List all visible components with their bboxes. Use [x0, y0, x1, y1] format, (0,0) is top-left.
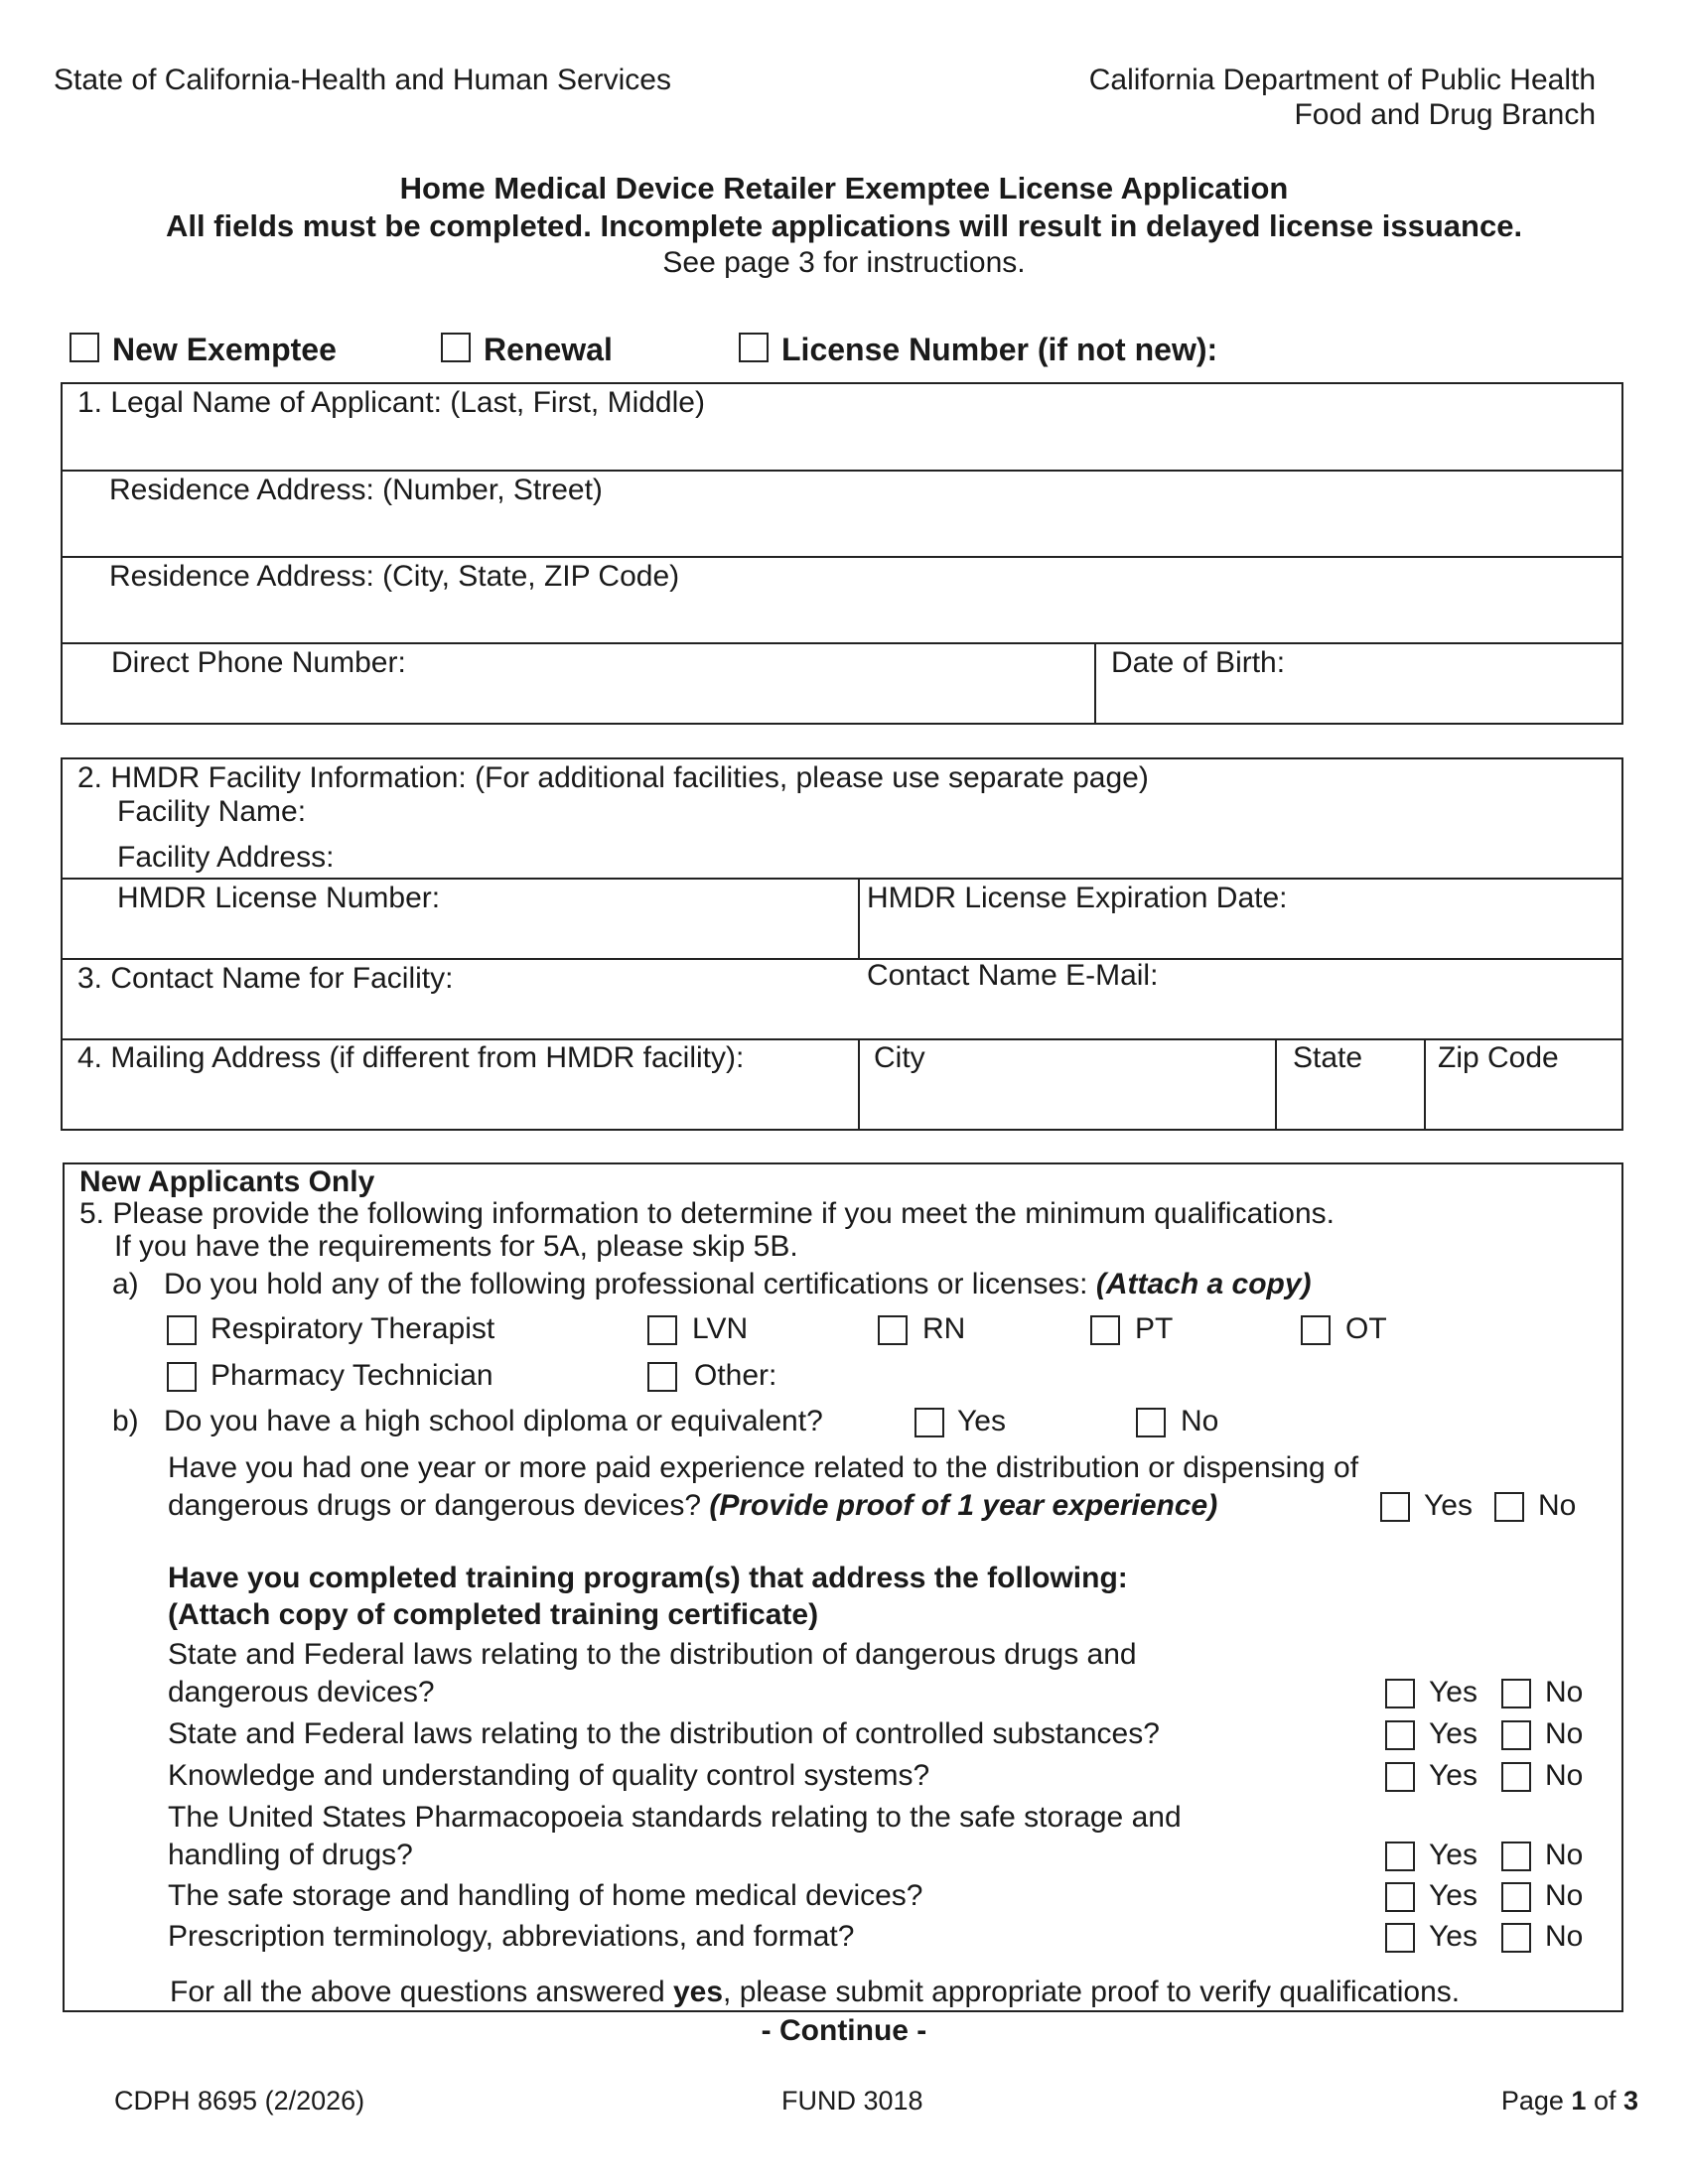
legal-name-label: 1. Legal Name of Applicant: (Last, First, Middle) [77, 386, 705, 419]
continue-marker: - Continue - [761, 2014, 927, 2047]
training-q2: State and Federal laws relating to the distribution of controlled substances? [168, 1717, 1160, 1750]
training-q6-yes-label: Yes [1429, 1920, 1477, 1953]
divider [61, 958, 1623, 960]
training-q4-no-label: No [1545, 1839, 1584, 1871]
experience-no-checkbox[interactable] [1494, 1492, 1524, 1522]
page-mid: of [1586, 2086, 1623, 2116]
item-b-marker: b) [112, 1405, 139, 1437]
mailing-address-label: 4. Mailing Address (if different from HMDR facility): [77, 1041, 745, 1074]
pharmacy-technician-label: Pharmacy Technician [211, 1359, 493, 1392]
zip-label: Zip Code [1438, 1041, 1559, 1074]
training-q2-yes-label: Yes [1429, 1717, 1477, 1750]
license-number-checkbox[interactable] [739, 333, 769, 362]
item-a-marker: a) [112, 1268, 139, 1300]
form-instructions-note: See page 3 for instructions. [662, 246, 1026, 279]
training-q2-no-checkbox[interactable] [1501, 1720, 1531, 1750]
divider [858, 878, 860, 958]
experience-no-label: No [1538, 1489, 1577, 1522]
new-exemptee-checkbox[interactable] [70, 333, 99, 362]
experience-question-line2 [168, 1489, 1217, 1524]
divider [61, 1038, 1623, 1040]
training-q3-yes-label: Yes [1429, 1759, 1477, 1792]
rn-label: RN [922, 1312, 966, 1345]
hmdr-expiration-label: HMDR License Expiration Date: [867, 882, 1288, 914]
ot-checkbox[interactable] [1301, 1315, 1331, 1345]
training-q5-yes-label: Yes [1429, 1879, 1477, 1912]
divider [1424, 1038, 1426, 1131]
other-cert-checkbox[interactable] [647, 1362, 677, 1392]
training-q3: Knowledge and understanding of quality control systems? [168, 1759, 930, 1792]
renewal-label: Renewal [484, 332, 613, 367]
pt-checkbox[interactable] [1090, 1315, 1120, 1345]
diploma-no-checkbox[interactable] [1136, 1408, 1166, 1437]
form-number: CDPH 8695 (2/2026) [114, 2086, 365, 2116]
page-total: 3 [1622, 2086, 1638, 2116]
header-department: California Department of Public Health [1088, 64, 1596, 96]
training-q3-yes-checkbox[interactable] [1385, 1762, 1415, 1792]
training-q5-no-checkbox[interactable] [1501, 1882, 1531, 1912]
section5-skip-note: If you have the requirements for 5A, please skip 5B. [114, 1230, 798, 1263]
header-agency: State of California-Health and Human Services [54, 64, 671, 96]
diploma-yes-checkbox[interactable] [914, 1408, 944, 1437]
new-applicants-heading: New Applicants Only [79, 1165, 375, 1198]
license-number-label: License Number (if not new): [781, 332, 1218, 367]
training-q3-no-checkbox[interactable] [1501, 1762, 1531, 1792]
rn-checkbox[interactable] [878, 1315, 908, 1345]
lvn-label: LVN [692, 1312, 749, 1345]
training-q6: Prescription terminology, abbreviations, and format? [168, 1920, 855, 1953]
facility-info-heading: 2. HMDR Facility Information: (For additional facilities, please use separate page) [77, 761, 1149, 794]
state-label: State [1293, 1041, 1363, 1074]
contact-email-label: Contact Name E-Mail: [867, 959, 1159, 992]
training-q3-no-label: No [1545, 1759, 1584, 1792]
training-q4-yes-checkbox[interactable] [1385, 1842, 1415, 1871]
header-branch: Food and Drug Branch [1294, 98, 1596, 131]
city-label: City [874, 1041, 925, 1074]
hmdr-license-number-label: HMDR License Number: [117, 882, 441, 914]
training-q6-yes-checkbox[interactable] [1385, 1923, 1415, 1953]
training-q1-no-label: No [1545, 1676, 1584, 1708]
experience-yes-checkbox[interactable] [1380, 1492, 1410, 1522]
item-a-question-text: Do you hold any of the following professional certifications or licenses: [164, 1268, 1088, 1300]
proof-footnote-yes: yes [672, 1976, 724, 2008]
divider [61, 642, 1623, 644]
training-attach-note: (Attach copy of completed training certificate) [168, 1598, 819, 1631]
training-q6-no-checkbox[interactable] [1501, 1923, 1531, 1953]
proof-footnote [170, 1976, 1460, 2010]
new-exemptee-label: New Exemptee [112, 332, 337, 367]
contact-name-label: 3. Contact Name for Facility: [77, 962, 454, 995]
item-a-question [164, 1268, 1312, 1302]
training-q6-no-label: No [1545, 1920, 1584, 1953]
divider [1094, 642, 1096, 725]
training-q1-yes-checkbox[interactable] [1385, 1679, 1415, 1708]
experience-yes-label: Yes [1424, 1489, 1473, 1522]
respiratory-therapist-label: Respiratory Therapist [211, 1312, 495, 1345]
item-a-attach-note: (Attach a copy) [1095, 1268, 1312, 1300]
residence-city-label: Residence Address: (City, State, ZIP Code) [109, 560, 680, 593]
page-indicator [1501, 2086, 1638, 2116]
training-heading: Have you completed training program(s) that address the following: [168, 1562, 1128, 1594]
facility-address-label: Facility Address: [117, 841, 335, 874]
pt-label: PT [1135, 1312, 1174, 1345]
training-q4-line1: The United States Pharmacopoeia standards relating to the safe storage and [168, 1801, 1182, 1834]
respiratory-therapist-checkbox[interactable] [167, 1315, 197, 1345]
training-q1-line2: dangerous devices? [168, 1676, 435, 1708]
experience-question-line1: Have you had one year or more paid experience related to the distribution or dispensing of [168, 1451, 1359, 1484]
proof-footnote-post: , please submit appropriate proof to verify qualifications. [723, 1976, 1461, 2008]
form-warning: All fields must be completed. Incomplete applications will result in delayed license issuance. [165, 208, 1523, 243]
fund-number: FUND 3018 [781, 2086, 923, 2116]
page-current: 1 [1571, 2086, 1587, 2116]
training-q2-yes-checkbox[interactable] [1385, 1720, 1415, 1750]
lvn-checkbox[interactable] [647, 1315, 677, 1345]
diploma-question: Do you have a high school diploma or equivalent? [164, 1405, 823, 1437]
residence-street-label: Residence Address: (Number, Street) [109, 474, 603, 506]
training-q4-no-checkbox[interactable] [1501, 1842, 1531, 1871]
phone-label: Direct Phone Number: [111, 646, 406, 679]
training-q5: The safe storage and handling of home medical devices? [168, 1879, 923, 1912]
other-cert-label: Other: [694, 1359, 777, 1392]
experience-question-text: dangerous drugs or dangerous devices? [168, 1489, 702, 1522]
diploma-no-label: No [1181, 1405, 1219, 1437]
training-q1-line1: State and Federal laws relating to the distribution of dangerous drugs and [168, 1638, 1137, 1671]
renewal-checkbox[interactable] [441, 333, 471, 362]
training-q4-line2: handling of drugs? [168, 1839, 413, 1871]
divider [61, 878, 1623, 880]
facility-name-label: Facility Name: [117, 795, 307, 828]
divider [61, 556, 1623, 558]
section5-intro: 5. Please provide the following information to determine if you meet the minimum qualifications. [79, 1197, 1335, 1230]
training-q1-yes-label: Yes [1429, 1676, 1477, 1708]
divider [858, 1038, 860, 1131]
experience-proof-note: (Provide proof of 1 year experience) [709, 1489, 1218, 1522]
diploma-yes-label: Yes [957, 1405, 1006, 1437]
proof-footnote-pre: For all the above questions answered [170, 1976, 673, 2008]
training-q2-no-label: No [1545, 1717, 1584, 1750]
divider [61, 470, 1623, 472]
ot-label: OT [1345, 1312, 1387, 1345]
dob-label: Date of Birth: [1111, 646, 1286, 679]
training-q5-yes-checkbox[interactable] [1385, 1882, 1415, 1912]
training-q1-no-checkbox[interactable] [1501, 1679, 1531, 1708]
divider [1275, 1038, 1277, 1131]
form-title: Home Medical Device Retailer Exemptee License Application [399, 171, 1289, 205]
page-prefix: Page [1500, 2086, 1572, 2116]
pharmacy-technician-checkbox[interactable] [167, 1362, 197, 1392]
training-q4-yes-label: Yes [1429, 1839, 1477, 1871]
training-q5-no-label: No [1545, 1879, 1584, 1912]
